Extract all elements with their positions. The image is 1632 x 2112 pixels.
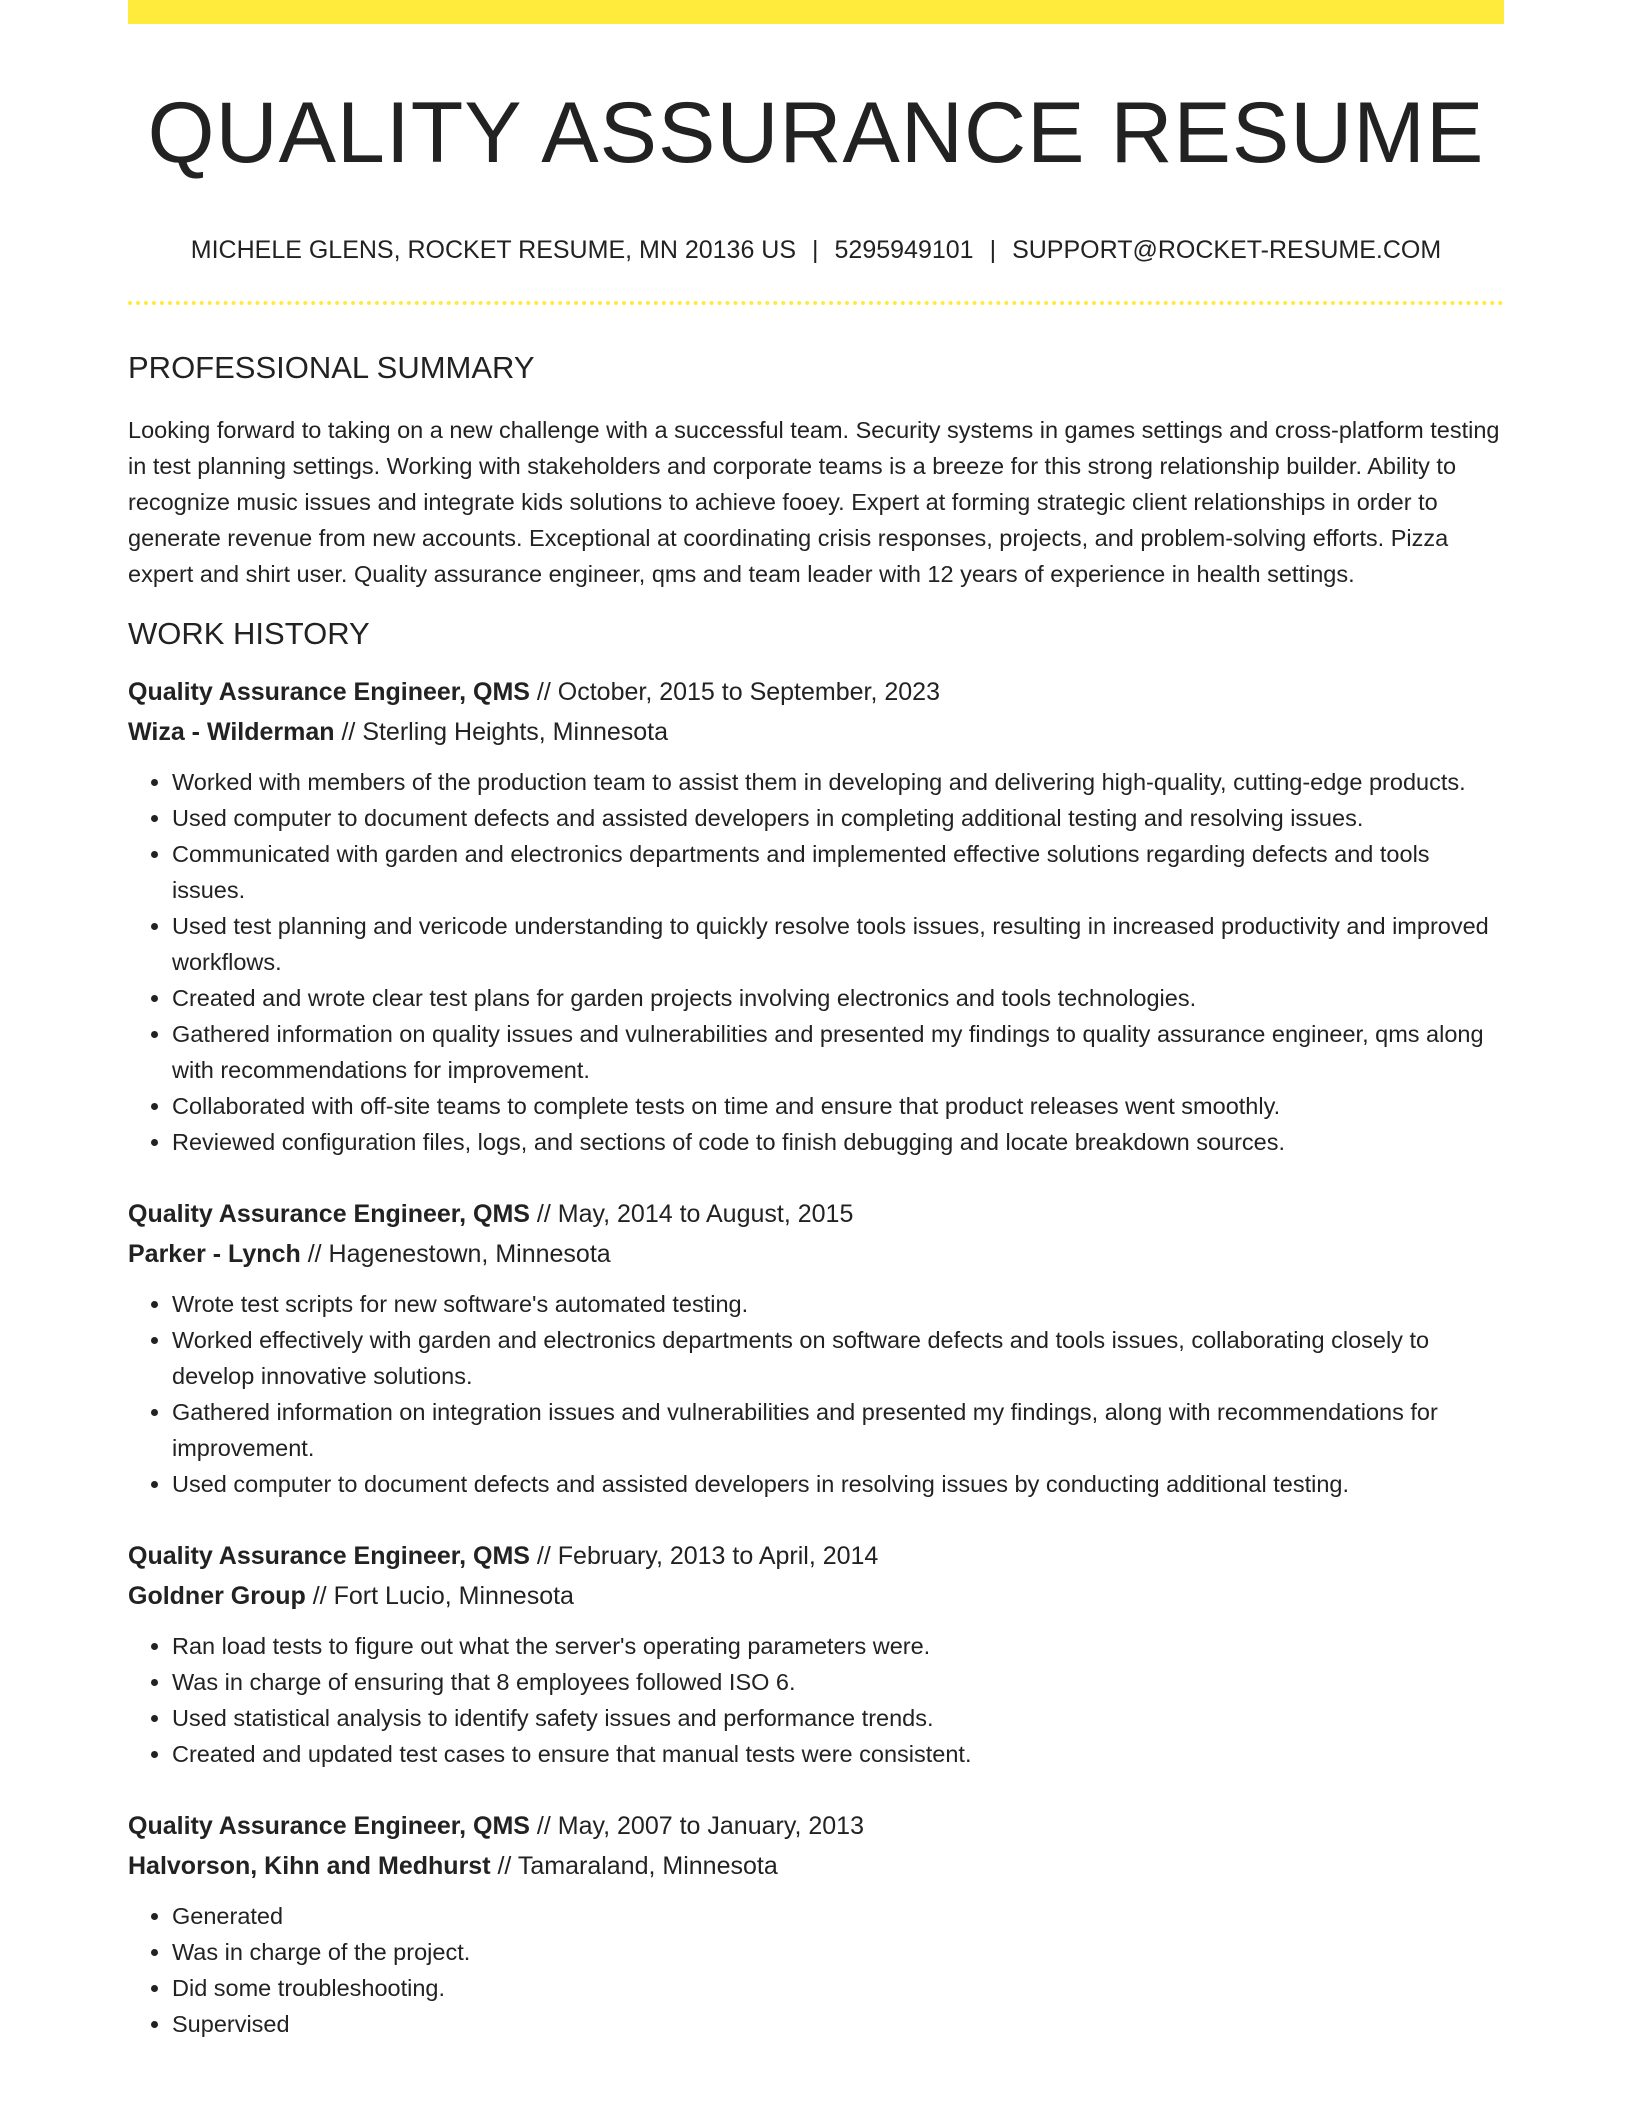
list-item: • Created and updated test cases to ensure that manual tests were consistent. — [172, 1736, 1504, 1772]
summary-text: Looking forward to taking on a new challenge with a successful team. Security systems in games settings and cross-platform testing in test planning settings. Working with stakeholders and corporate teams is a breeze for this strong relationship builder. Ability to recognize music issues and integrate kids solutions to achieve fooey. Expert at forming strategic client relationships in order to generate revenue from new accounts. Exceptional at coordinating crisis responses, projects, and problem-solving efforts. Pizza expert and shirt user. Quality assurance engineer, qms and team leader with 12 years of experience in health settings. — [128, 416, 1500, 587]
job-bullet-list — [128, 764, 1504, 1160]
list-item: • Used computer to document defects and assisted developers in completing additional testing and resolving issues. — [172, 800, 1504, 836]
job-location: // Fort Lucio, Minnesota — [305, 1582, 574, 1611]
list-item: • Generated — [172, 1898, 1504, 1934]
job-title: Quality Assurance Engineer, QMS — [128, 1542, 530, 1571]
list-item: • Worked effectively with garden and electronics departments on software defects and tools issues, collaborating closely to develop innovative solutions. — [172, 1322, 1504, 1394]
summary-heading: PROFESSIONAL SUMMARY — [128, 349, 535, 385]
contact-line — [128, 235, 1504, 265]
job-dates: // May, 2014 to August, 2015 — [529, 1200, 854, 1229]
contact-phone: 5295949101 — [834, 235, 974, 264]
list-item: • Used test planning and vericode understanding to quickly resolve tools issues, resulting in increased productivity and improved workflows. — [172, 908, 1504, 980]
job-company: Parker - Lynch — [128, 1240, 301, 1269]
job-bullet-list — [128, 1898, 1504, 2042]
job-bullet-list — [128, 1286, 1504, 1502]
job-location: // Tamaraland, Minnesota — [490, 1852, 778, 1881]
resume-page — [128, 0, 1504, 2042]
job-dates: // February, 2013 to April, 2014 — [529, 1542, 879, 1571]
job-title-line — [128, 1536, 1504, 1576]
list-item: • Collaborated with off-site teams to complete tests on time and ensure that product releases went smoothly. — [172, 1088, 1504, 1124]
job-dates: // May, 2007 to January, 2013 — [529, 1812, 864, 1841]
list-item: • Reviewed configuration files, logs, and sections of code to finish debugging and locate breakdown sources. — [172, 1124, 1504, 1160]
list-item: • Created and wrote clear test plans for garden projects involving electronics and tools technologies. — [172, 980, 1504, 1016]
job-entry — [128, 1536, 1504, 1772]
job-dates: // October, 2015 to September, 2023 — [529, 678, 940, 707]
contact-separator: | — [812, 235, 819, 264]
list-item: • Gathered information on quality issues and vulnerabilities and presented my findings to quality assurance engineer, qms along with recommendations for improvement. — [172, 1016, 1504, 1088]
contact-email: SUPPORT@ROCKET-RESUME.COM — [1012, 235, 1442, 264]
work-history-heading: WORK HISTORY — [128, 616, 370, 652]
list-item: • Was in charge of the project. — [172, 1934, 1504, 1970]
list-item: • Worked with members of the production team to assist them in developing and delivering high-quality, cutting-edge products. — [172, 764, 1504, 800]
list-item: • Ran load tests to figure out what the server's operating parameters were. — [172, 1628, 1504, 1664]
list-item: • Was in charge of ensuring that 8 employees followed ISO 6. — [172, 1664, 1504, 1700]
contact-separator: | — [989, 235, 997, 264]
list-item: • Supervised — [172, 2006, 1504, 2042]
list-item: • Gathered information on integration issues and vulnerabilities and presented my findings, along with recommendations for improvement. — [172, 1394, 1504, 1466]
job-title-line — [128, 672, 1504, 712]
accent-top-bar — [128, 0, 1504, 24]
job-title: Quality Assurance Engineer, QMS — [128, 1200, 530, 1229]
list-item: • Communicated with garden and electronics departments and implemented effective solutions regarding defects and tools issues. — [172, 836, 1504, 908]
job-bullet-list — [128, 1628, 1504, 1772]
job-company-line — [128, 1576, 1504, 1616]
job-location: // Hagenestown, Minnesota — [300, 1240, 611, 1269]
list-item: • Used statistical analysis to identify safety issues and performance trends. — [172, 1700, 1504, 1736]
dotted-divider — [128, 301, 1504, 305]
job-company-line — [128, 1846, 1504, 1886]
contact-address: MICHELE GLENS, ROCKET RESUME, MN 20136 US — [190, 235, 797, 264]
job-company-line — [128, 712, 1504, 752]
job-title-line — [128, 1194, 1504, 1234]
job-company-line — [128, 1234, 1504, 1274]
job-company: Wiza - Wilderman — [128, 718, 335, 747]
job-entry — [128, 1194, 1504, 1502]
job-location: // Sterling Heights, Minnesota — [334, 718, 669, 747]
job-company: Halvorson, Kihn and Medhurst — [128, 1852, 491, 1881]
job-title-line — [128, 1806, 1504, 1846]
job-company: Goldner Group — [128, 1582, 306, 1611]
list-item: • Used computer to document defects and assisted developers in resolving issues by conducting additional testing. — [172, 1466, 1504, 1502]
job-entry — [128, 1806, 1504, 2042]
job-entry — [128, 672, 1504, 1160]
job-title: Quality Assurance Engineer, QMS — [128, 678, 530, 707]
job-title: Quality Assurance Engineer, QMS — [128, 1812, 530, 1841]
list-item: • Did some troubleshooting. — [172, 1970, 1504, 2006]
resume-title: QUALITY ASSURANCE RESUME — [147, 85, 1485, 181]
list-item: • Wrote test scripts for new software's automated testing. — [172, 1286, 1504, 1322]
